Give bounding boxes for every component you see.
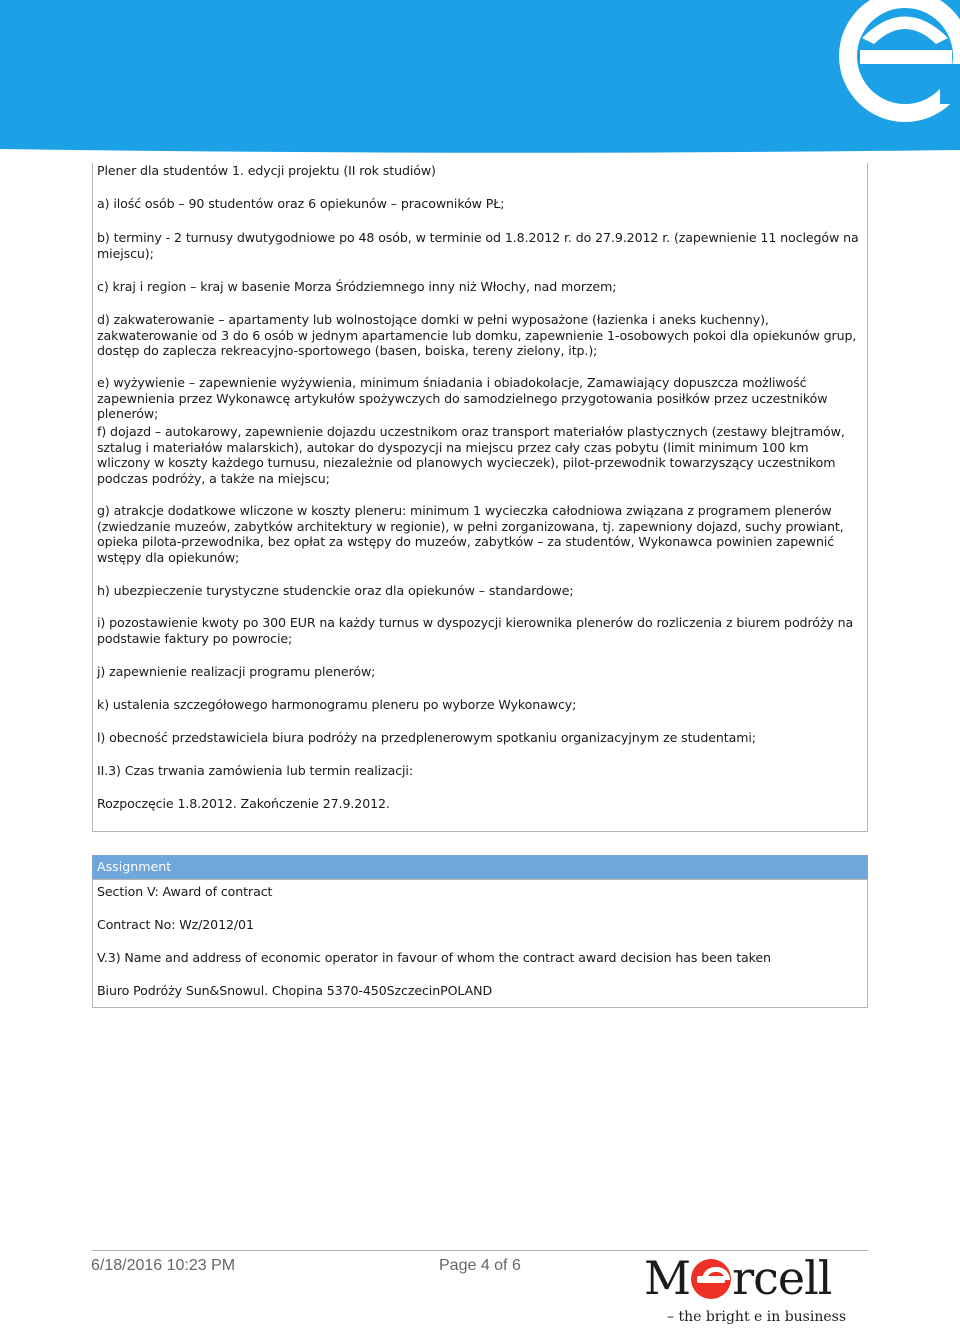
footer-date: 6/18/2016 10:23 PM — [91, 1257, 236, 1274]
paragraph-title: Plener dla studentów 1. edycji projektu (II rok studiów) — [97, 163, 436, 178]
marcell-logo — [644, 1253, 866, 1303]
assignment-contract-no: Contract No: Wz/2012/01 — [97, 917, 254, 932]
paragraph-duration-heading: II.3) Czas trwania zamówienia lub termin realizacji: — [97, 763, 413, 778]
paragraph-k: k) ustalenia szczegółowego harmonogramu pleneru po wyborze Wykonawcy; — [97, 697, 577, 712]
logo-e-icon — [691, 1259, 731, 1299]
logo-text-right: rcell — [732, 1251, 832, 1305]
assignment-operator-heading: V.3) Name and address of economic operator in favour of whom the contract award decision has been taken — [97, 950, 771, 965]
tender-details-box — [92, 163, 868, 832]
paragraph-j: j) zapewnienie realizacji programu plenerów; — [97, 664, 376, 679]
paragraph-f: f) dojazd – autokarowy, zapewnienie dojazdu uczestnikom oraz transport materiałów plastycznych (zestawy blejtramów, sztalug i materiałów malarskich), autokar do dyspozycji na miejscu przez cały czas pobytu (limit minimum 100 km wliczony w koszty każdego turnusu, niezależnie od planowych wycieczek), pilot-przewodnik towarzyszący uczestnikom podczas podróży, a także na miejscu; — [97, 424, 845, 486]
paragraph-d: d) zakwaterowanie – apartamenty lub wolnostojące domki w pełni wyposażone (łazienka i aneks kuchenny), zakwaterowanie od 3 do 6 osób w jednym apartamencie lub domku, zapewnienie 1-osobowych pokoi dla opiekunów grup, dostęp do zaplecza rekreacyjno-sportowego (basen, boiska, tereny zielony, itp.); — [97, 312, 857, 358]
paragraph-g: g) atrakcje dodatkowe wliczone w koszty pleneru: minimum 1 wycieczka całodniowa związana z programem plenerów (zwiedzanie muzeów, zabytków architektury w regionie), w pełni zorganizowana, tj. zapewniony dojazd, suchy prowiant, opieka pilota-przewodnika, bez opłat za wstępy do muzeów, zabytków – za studentów, Wykonawca powinien zapewnić wstępy dla opiekunów; — [97, 503, 844, 565]
assignment-header: Assignment — [92, 855, 868, 879]
paragraph-c: c) kraj i region – kraj w basenie Morza Śródziemnego inny niż Włochy, nad morzem; — [97, 279, 617, 294]
paragraph-dates: Rozpoczęcie 1.8.2012. Zakończenie 27.9.2012. — [97, 796, 390, 811]
assignment-box — [92, 879, 868, 1008]
paragraph-i: i) pozostawienie kwoty po 300 EUR na każdy turnus w dyspozycji kierownika plenerów do rozliczenia z biurem podróży na podstawie faktury po powrocie; — [97, 615, 854, 646]
assignment-section: Section V: Award of contract — [97, 884, 273, 899]
paragraph-b: b) terminy - 2 turnusy dwutygodniowe po 48 osób, w terminie od 1.8.2012 r. do 27.9.2012 r. (zapewnienie 11 noclegów na miejscu); — [97, 230, 859, 261]
logo-text-left: M — [644, 1251, 691, 1305]
footer-page-number: Page 4 of 6 — [439, 1257, 521, 1274]
logo-tagline: – the bright e in business — [667, 1309, 847, 1325]
header-banner — [0, 0, 960, 162]
paragraph-e: e) wyżywienie – zapewnienie wyżywienia, minimum śniadania i obiadokolacje, Zamawiający dopuszcza możliwość zapewnienia przez Wykonawcę artykułów spożywczych do samodzielnego przygotowania posiłków przez uczestników plenerów; — [97, 375, 828, 421]
assignment-operator-address: Biuro Podróży Sun&Snowul. Chopina 5370-450SzczecinPOLAND — [97, 983, 493, 998]
paragraph-a: a) ilość osób – 90 studentów oraz 6 opiekunów – pracowników PŁ; — [97, 196, 505, 211]
paragraph-l: l) obecność przedstawiciela biura podróży na przedplenerowym spotkaniu organizacyjnym ze studentami; — [97, 730, 756, 745]
paragraph-h: h) ubezpieczenie turystyczne studenckie oraz dla opiekunów – standardowe; — [97, 583, 574, 598]
